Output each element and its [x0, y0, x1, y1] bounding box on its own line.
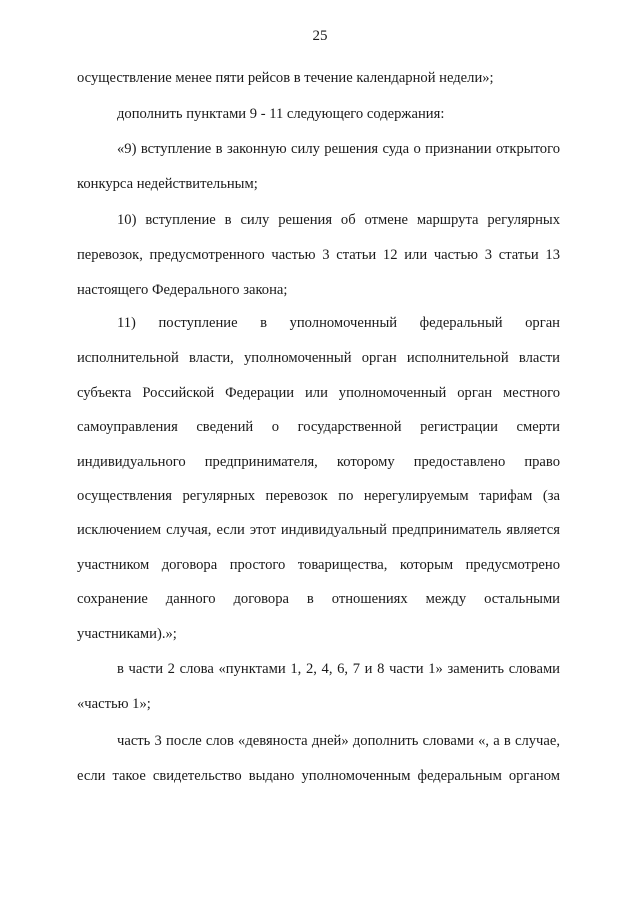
document-line: субъекта Российской Федерации или уполномоченный орган местного [77, 385, 560, 401]
document-line: настоящего Федерального закона; [77, 282, 288, 298]
document-line: дополнить пунктами 9 - 11 следующего содержания: [117, 106, 445, 122]
document-line: участниками).»; [77, 626, 177, 642]
document-line: индивидуального предпринимателя, которому предоставлено право [77, 454, 560, 470]
document-line: осуществления регулярных перевозок по нерегулируемым тарифам (за [77, 488, 560, 504]
page-number: 25 [312, 28, 328, 44]
document-line: исполнительной власти, уполномоченный орган исполнительной власти [77, 350, 560, 366]
document-line: самоуправления сведений о государственной регистрации смерти [77, 419, 560, 435]
document-line: если такое свидетельство выдано уполномоченным федеральным органом [77, 768, 560, 784]
document-line: осуществление менее пяти рейсов в течение календарной недели»; [77, 70, 494, 86]
document-line: участником договора простого товарищества, которым предусмотрено [77, 557, 560, 573]
document-line: в части 2 слова «пунктами 1, 2, 4, 6, 7 и 8 части 1» заменить словами [117, 661, 560, 677]
document-line: «частью 1»; [77, 696, 151, 712]
document-line: 10) вступление в силу решения об отмене маршрута регулярных [117, 212, 560, 228]
document-line: конкурса недействительным; [77, 176, 258, 192]
document-line: часть 3 после слов «девяноста дней» дополнить словами «, а в случае, [117, 733, 560, 749]
document-line: «9) вступление в законную силу решения суда о признании открытого [117, 141, 560, 157]
document-line: перевозок, предусмотренного частью 3 статьи 12 или частью 3 статьи 13 [77, 247, 560, 263]
document-line: исключением случая, если этот индивидуальный предприниматель является [77, 522, 560, 538]
document-line: 11) поступление в уполномоченный федеральный орган [117, 315, 560, 331]
document-line: сохранение данного договора в отношениях между остальными [77, 591, 560, 607]
